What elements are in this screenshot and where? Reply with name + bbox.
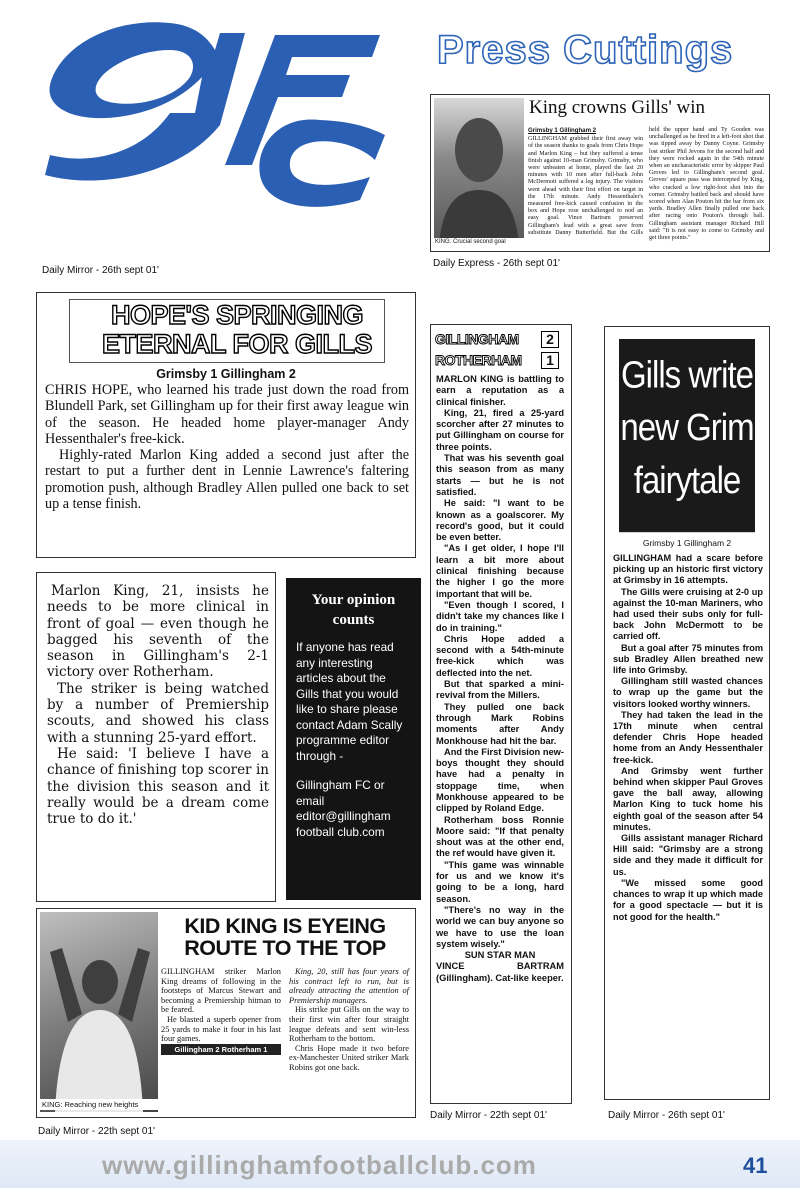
photo-caption: KING: Crucial second goal bbox=[434, 238, 526, 246]
paragraph: He blasted a superb opener from 25 yards to make it four in his last four games. bbox=[161, 1014, 281, 1044]
clip-king-crowns bbox=[430, 94, 770, 252]
paragraph: "This game was winnable for us and we know it's going to be a long, hard season. bbox=[436, 859, 564, 904]
paragraph: Chris Hope made it two before ex-Manchester United striker Mark Robins got one back. bbox=[289, 1043, 409, 1072]
star-man-text: VINCE BARTRAM (Gillingham). Cat-like keeper. bbox=[436, 961, 564, 983]
paragraph: The striker is being watched by a number of Premiership scouts, and showed his class with a stunning 25-yard effort. bbox=[47, 680, 269, 746]
paragraph: Rotherham boss Ronnie Moore said: "If that penalty shout was at the other end, the ref would have given it. bbox=[436, 814, 564, 859]
score-line: Gillingham 2 Rotherham 1 bbox=[161, 1044, 281, 1056]
paragraph: And the First Division new-boys thought they should have had a penalty in stoppage time, when Monkhouse appeared to be clipped by Roland Edge. bbox=[436, 746, 564, 814]
player-celebrating-icon bbox=[40, 912, 158, 1112]
paragraph: "There's no way in the world we can buy anyone so we have to use the loan system wisely." bbox=[436, 904, 564, 949]
king-photo bbox=[434, 98, 524, 246]
paragraph: Marlon King, 21, insists he needs to be more clinical in front of goal — even though he bagged his seventh of the season in Gillingham's 2-1 victory over Rotherham. bbox=[47, 583, 269, 681]
opinion-title: Your opinion counts bbox=[311, 592, 396, 628]
score-line: Grimsby 1 Gillingham 2 bbox=[528, 127, 597, 134]
score-2: 1 bbox=[541, 352, 559, 369]
paragraph: And Grimsby went further behind when skipper Paul Groves gave the ball away, allowing Marlon King to tuck home his eighth goal of the season after 54 minutes. bbox=[613, 765, 763, 832]
website-url[interactable]: www.gillinghamfootballclub.com bbox=[102, 1150, 537, 1180]
paragraph: "As I get older, I hope I'll learn a bit more about clinical finishing because the higher I go the more important that will be. bbox=[436, 543, 564, 599]
paragraph: "We missed some good chances to wrap it up which made for a good spectacle — but it is not good for the health." bbox=[613, 877, 763, 922]
score-1: 2 bbox=[541, 331, 559, 348]
opinion-text: If anyone has read any interesting articles about the Gills that you would like to share please contact Adam Scally programme editor through - bbox=[296, 640, 403, 763]
scoreboard bbox=[435, 329, 563, 373]
opinion-contact: Gillingham FC or email editor@gillingham football club.com bbox=[296, 778, 391, 839]
opinion-box bbox=[286, 578, 421, 900]
paragraph: He said: 'I believe I have a chance of finishing top scorer in the division this season and it really would be a dream come true to do it.' bbox=[47, 745, 269, 828]
paragraph: GILLINGHAM had a scare before picking up an historic first victory at Grimsby in 16 attempts. bbox=[613, 553, 763, 586]
clip-gillingham-rotherham bbox=[430, 324, 572, 1104]
paragraph: MARLON KING is battling to earn a reputation as a clinical finisher. bbox=[436, 374, 564, 407]
page-title: Press Cuttings bbox=[437, 28, 734, 72]
paragraph: Gills assistant manager Richard Hill said: "Grimsby are a strong side and they made it difficult for us. bbox=[613, 833, 763, 877]
score-line: Grimsby 1 Gillingham 2 bbox=[642, 538, 732, 548]
headline bbox=[77, 301, 397, 359]
paragraph: But a goal after 75 minutes from sub Bradley Allen breathed new life into Grimsby. bbox=[613, 642, 763, 676]
paragraph: They pulled one back through Mark Robins moments after Andy Monkhouse had hit the bar. bbox=[436, 701, 564, 746]
source-caption: Daily Mirror - 26th sept 01' bbox=[608, 1110, 725, 1121]
paragraph: Highly-rated Marlon King added a second just after the restart to put a further dent in Lennie Lawrence's faltering promotion push, although Bradley Allen pulled one back to set up a tense finish. bbox=[45, 447, 409, 513]
headline bbox=[161, 915, 409, 959]
article-body bbox=[161, 967, 409, 1115]
article-body bbox=[528, 127, 764, 247]
gfc-logo bbox=[20, 15, 400, 265]
page-number: 41 bbox=[743, 1153, 768, 1178]
paragraph: "Even though I scored, I didn't take my chances like I do in training." bbox=[436, 599, 564, 633]
clip-kid-king bbox=[36, 908, 416, 1118]
paragraph: Chris Hope added a second with a 54th-minute free-kick which was deflected into the net. bbox=[436, 633, 564, 678]
photo-caption: KING: Reaching new heights bbox=[40, 1099, 158, 1110]
headline-line-1: Gills write bbox=[620, 352, 753, 396]
paragraph: GILLINGHAM striker Marlon King dreams of following in the footsteps of Marcus Stewart and becoming a Premiership hitman to be feared. bbox=[161, 967, 281, 1015]
article-body bbox=[45, 382, 409, 512]
clip-hope-springing bbox=[36, 292, 416, 558]
team-1: GILLINGHAM bbox=[435, 331, 519, 347]
paragraph: He said: "I want to be known as a goalscorer. My record's good, but it could be even better. bbox=[436, 498, 564, 543]
paragraph: They had taken the lead in the 17th minute when central defender Chris Hope headed home from an Andy Hessenthaler free-kick. bbox=[613, 709, 763, 765]
team-2: ROTHERHAM bbox=[435, 352, 522, 368]
source-caption: Daily Express - 26th sept 01' bbox=[433, 258, 560, 269]
headline-line-1: KID KING IS EYEING bbox=[184, 914, 386, 938]
article-text: GILLINGHAM grabbed their first away win of the season thanks to goals from Chris Hope and Marlon King – but they suffered a tense finish against 10-man Grimsby. Grimsby, who were unbeaten at home, played the last 20 minutes with 10 men after full-back John McDermott suffered a leg injury. The visitors went ahead with their first effort on target in the 17th minute. Andy Hessenthaler's measured free-kick caused confusion in the box and Hope rose unchallenged to nod an easy goal. Vince Bartram preserved Gillingham's lead with a great save from substitute Danny Butterfield. But the Gills held the upper hand and Ty Gooden was unchallenged as he fired in a left-foot shot that was tipped away by Danny Coyne. Grimsby lost striker Phil Jevons for the second half and they were rocked again in the 54th minute when an uncharacteristic error by skipper Paul Groves led to Gillingham's second goal. Groves' square pass was intercepted by King, who cracked a low right-foot shot into the corner. Grimsby battled back and should have scored when Alan Pouton hit the bar from six yards. Bradley Allen finally pulled one back after racing onto Pouton's through ball. Gillingham assistant manager Richard Hill said: "It is not easy to come to Grimsby and get three points." bbox=[528, 127, 764, 242]
paragraph: Gillingham still wasted chances to wrap up the game but the visitors looked worthy winners. bbox=[613, 676, 763, 709]
headline: King crowns Gills' win bbox=[529, 97, 706, 118]
article-body bbox=[47, 583, 269, 827]
source-caption: Daily Mirror - 22th sept 01' bbox=[38, 1126, 155, 1137]
article-body bbox=[436, 374, 564, 984]
paragraph: His strike put Gills on the way to their first win after four straight league defeats and sent win-less Rotherham to the bottom. bbox=[289, 1005, 409, 1044]
headline bbox=[619, 339, 755, 532]
source-caption: Daily Mirror - 22th sept 01' bbox=[430, 1110, 547, 1121]
headline-line-2: new Grim bbox=[620, 405, 754, 449]
headline-line-2: ETERNAL FOR GILLS bbox=[101, 329, 372, 359]
paragraph: The Gills were cruising at 2-0 up against the 10-man Mariners, who had used their subs only for full-back John McDermott to be carried off. bbox=[613, 586, 763, 642]
paragraph: King, 20, still has four years of his contract left to run, but is already attracting the attention of Premiership managers. bbox=[289, 967, 409, 1005]
player-silhouette-icon bbox=[434, 98, 524, 246]
paragraph: That was his seventh goal this season from as many starts — but he is not satisfied. bbox=[436, 453, 564, 497]
source-caption: Daily Mirror - 26th sept 01' bbox=[42, 265, 159, 276]
headline-line-3: fairytale bbox=[633, 458, 741, 502]
paragraph: King, 21, fired a 25-yard scorcher after 27 minutes to put Gillingham on course for three points. bbox=[436, 407, 564, 452]
score-line: Grimsby 1 Gillingham 2 bbox=[156, 367, 296, 381]
king-photo bbox=[40, 912, 158, 1112]
headline-line-2: ROUTE TO THE TOP bbox=[184, 936, 386, 960]
star-man-title: SUN STAR MAN bbox=[464, 950, 536, 961]
clip-gills-write bbox=[604, 326, 770, 1100]
headline-line-1: HOPE'S SPRINGING bbox=[111, 300, 363, 330]
clip-marlon-king bbox=[36, 572, 276, 902]
paragraph: CHRIS HOPE, who learned his trade just down the road from Blundell Park, set Gillingham up for their first away league win of the season. He headed home player-manager Andy Hessenthaler's free-kick. bbox=[45, 382, 409, 447]
paragraph: But that sparked a mini-revival from the Millers. bbox=[436, 679, 564, 701]
article-body bbox=[613, 553, 763, 923]
